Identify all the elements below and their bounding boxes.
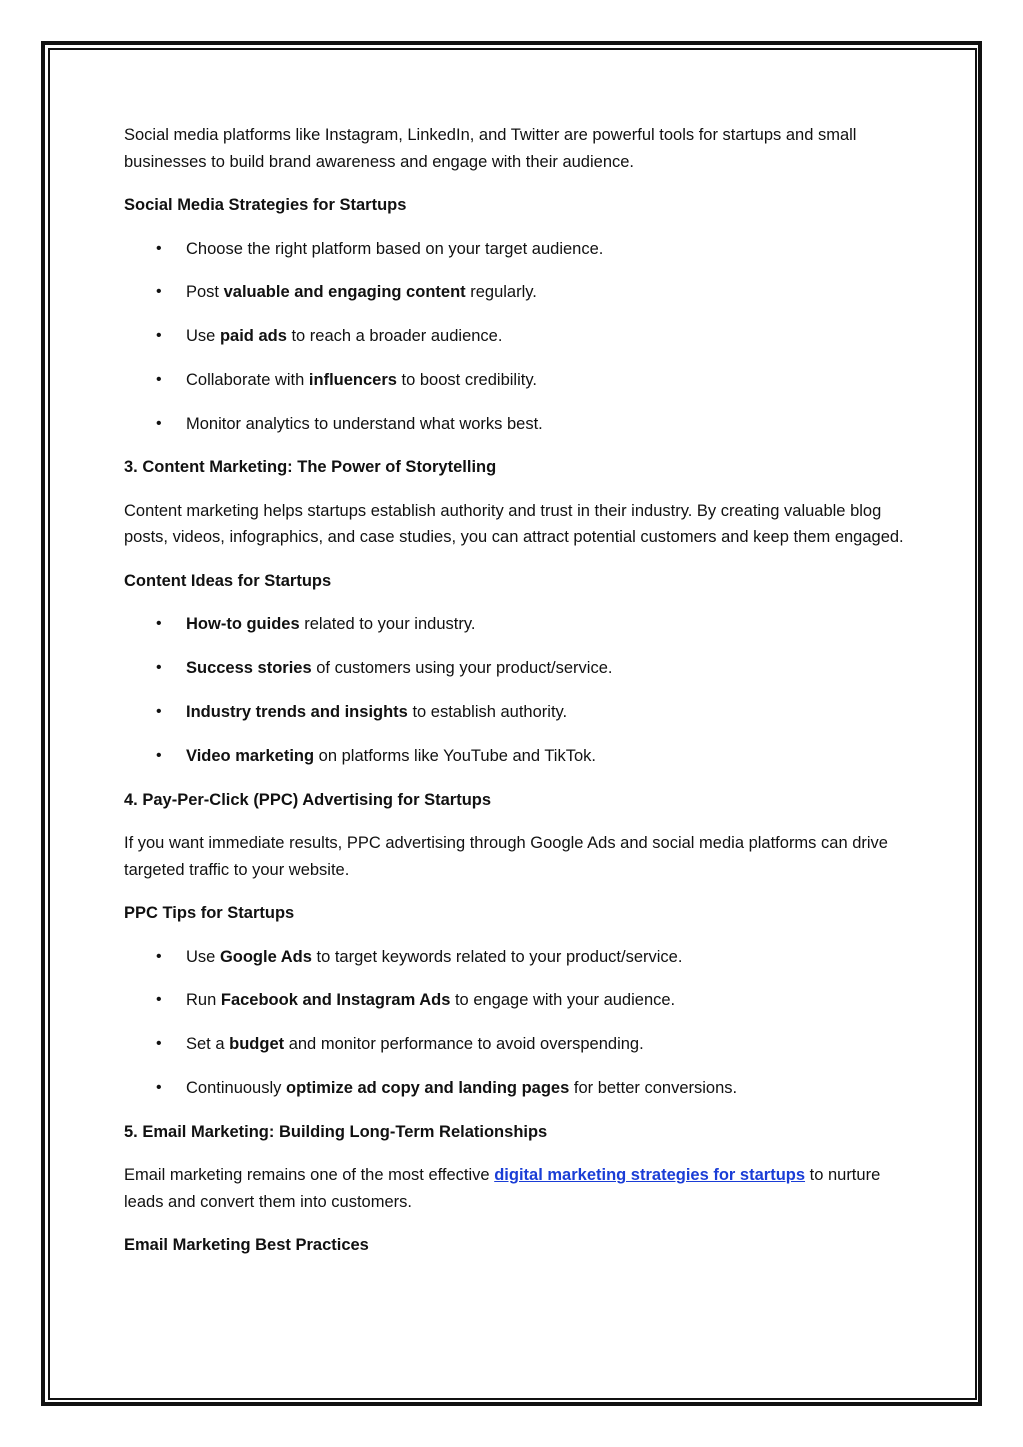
content-marketing-paragraph: Content marketing helps startups establish authority and trust in their industry. By creating valuable blog posts, videos, infographics, and case studies, you can attract potential customers and keep them engaged. [124, 501, 904, 547]
content-ideas-heading: Content Ideas for Startups [124, 571, 332, 590]
list-item: • Industry trends and insights to establish authority. [124, 699, 914, 726]
list-item: • Success stories of customers using your product/service. [124, 655, 914, 682]
list-item: • Choose the right platform based on your target audience. [124, 236, 914, 263]
ppc-tips-heading: PPC Tips for Startups [124, 904, 295, 923]
digital-marketing-strategies-link[interactable]: digital marketing strategies for startups [494, 1166, 806, 1185]
ppc-heading: 4. Pay-Per-Click (PPC) Advertising for Startups [124, 790, 492, 809]
list-item: • Post valuable and engaging content regularly. [124, 279, 914, 306]
ppc-tips-list [124, 944, 914, 1102]
list-item: • Use Google Ads to target keywords related to your product/service. [124, 944, 914, 971]
list-item: • Continuously optimize ad copy and landing pages for better conversions. [124, 1075, 914, 1102]
intro-paragraph: Social media platforms like Instagram, LinkedIn, and Twitter are powerful tools for startups and small businesses to build brand awareness and engage with their audience. [124, 126, 857, 171]
social-strategies-heading: Social Media Strategies for Startups [124, 196, 407, 214]
content-marketing-heading: 3. Content Marketing: The Power of Storytelling [124, 458, 497, 477]
email-best-practices-heading: Email Marketing Best Practices [124, 1236, 369, 1255]
list-item: • Monitor analytics to understand what works best. [124, 411, 914, 438]
email-marketing-heading: 5. Email Marketing: Building Long-Term Relationships [124, 1122, 548, 1141]
list-item: • Video marketing on platforms like YouTube and TikTok. [124, 743, 914, 770]
list-item: • Run Facebook and Instagram Ads to engage with your audience. [124, 987, 914, 1014]
content-ideas-list [124, 611, 914, 769]
email-marketing-paragraph: Email marketing remains one of the most effective digital marketing strategies for startups to nurture leads and convert them into customers. [124, 1166, 881, 1211]
ppc-paragraph: If you want immediate results, PPC advertising through Google Ads and social media platforms can drive targeted traffic to your website. [124, 834, 888, 879]
list-item: • Use paid ads to reach a broader audience. [124, 323, 914, 350]
list-item: • Set a budget and monitor performance to avoid overspending. [124, 1031, 914, 1058]
list-item: • How-to guides related to your industry. [124, 611, 914, 638]
social-strategies-list [124, 236, 914, 438]
list-item: • Collaborate with influencers to boost credibility. [124, 367, 914, 394]
document-body [124, 122, 914, 1276]
